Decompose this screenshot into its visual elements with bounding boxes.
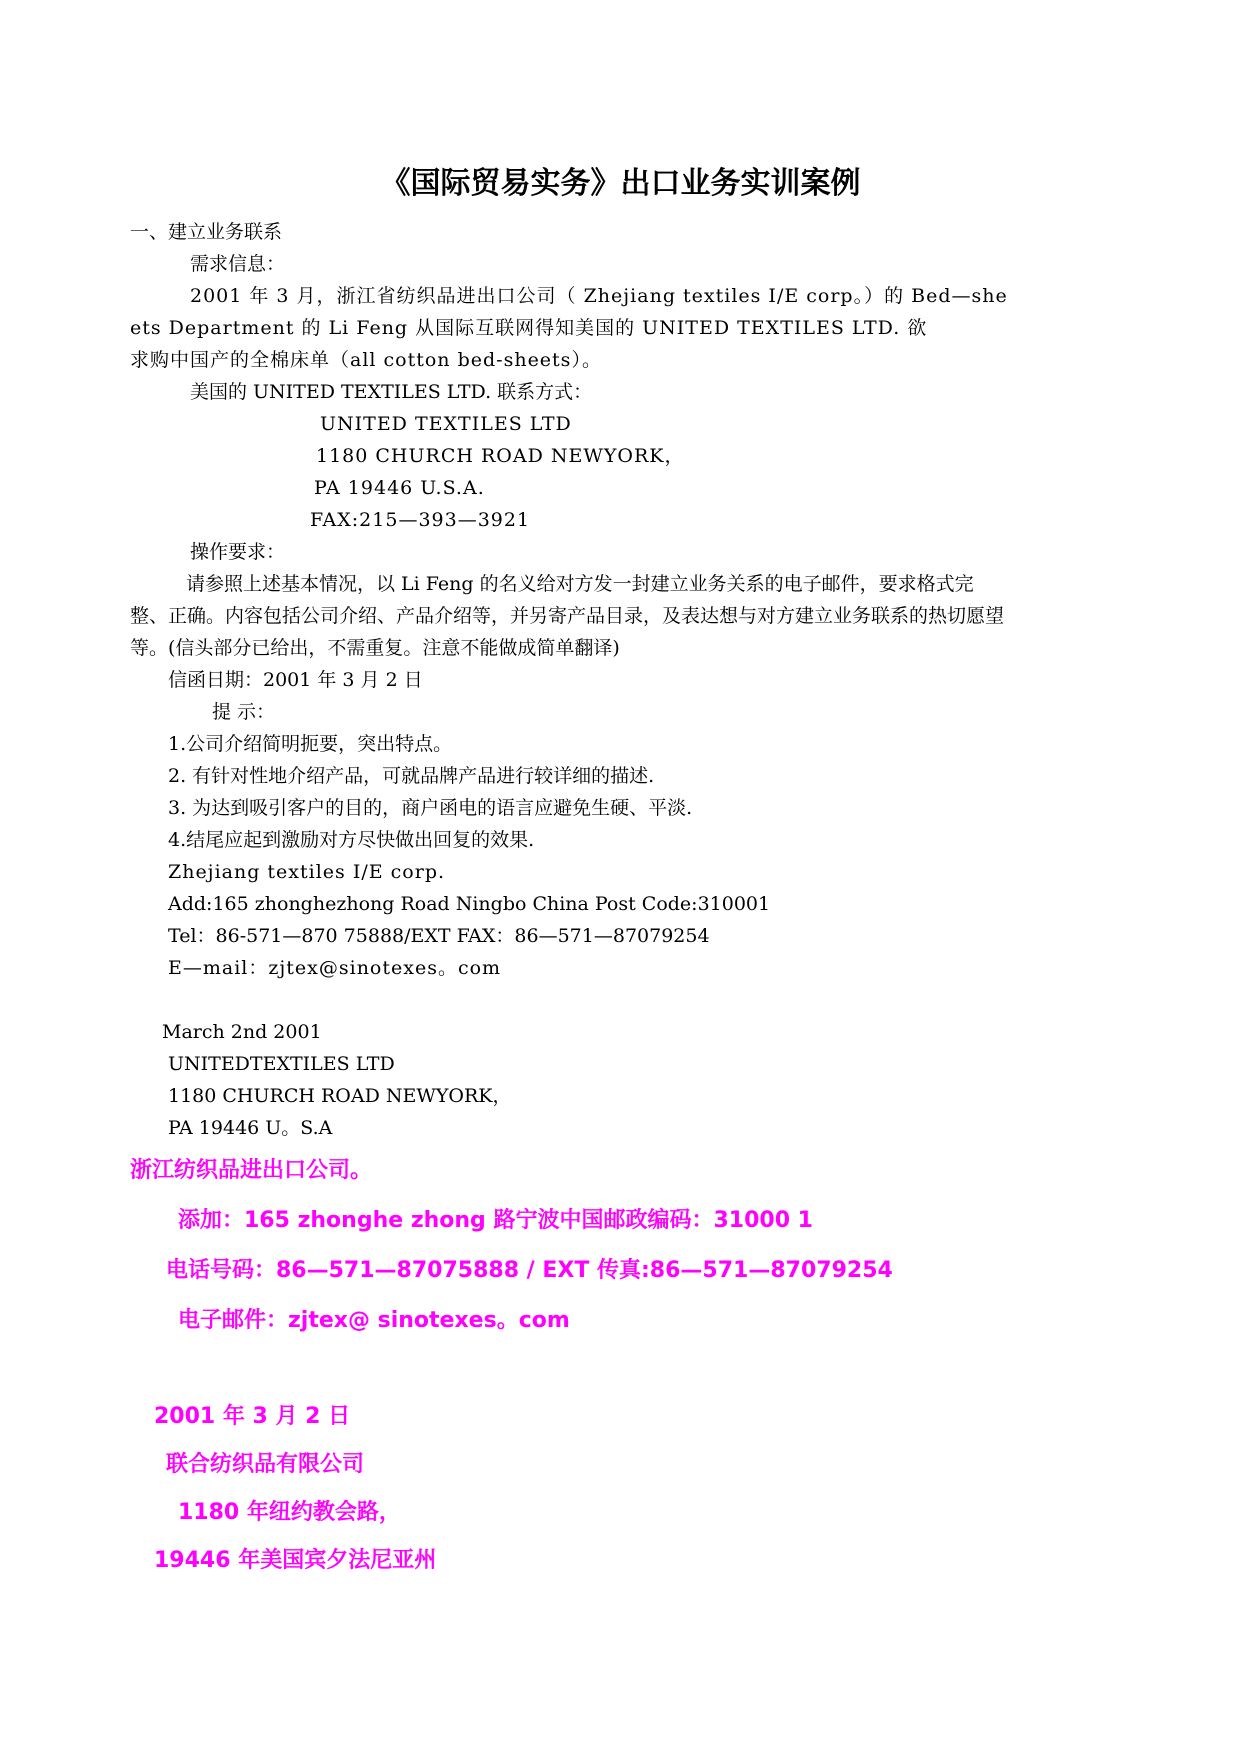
translation-company: 浙江纺织品进出口公司。 — [130, 1158, 373, 1183]
letter-date: 信函日期：2001 年 3 月 2 日 — [168, 669, 423, 691]
hint-item: 4.结尾应起到激励对方尽快做出回复的效果. — [168, 829, 535, 851]
ops-paragraph-line: 整、正确。内容包括公司介绍、产品介绍等，并另寄产品目录，及表达想与对方建立业务联系的热切愿望 — [130, 605, 1005, 627]
recipient-line: PA 19446 U。S.A — [168, 1117, 333, 1139]
document-title: 《国际贸易实务》出口业务实训案例 — [380, 166, 861, 201]
hint-label: 提 示： — [212, 701, 276, 723]
sender-line: Tel：86-571—870 75888/EXT FAX：86—571—87079254 — [168, 925, 710, 947]
recipient-line: UNITEDTEXTILES LTD — [168, 1053, 395, 1075]
ops-paragraph-line: 请参照上述基本情况，以 Li Feng 的名义给对方发一封建立业务关系的电子邮件，要求格式完 — [186, 573, 974, 595]
paragraph-line: 求购中国产的全棉床单（all cotton bed-sheets）。 — [130, 349, 602, 371]
translation-tel: 电话号码：86—571—87075888 / EXT 传真:86—571—87079254 — [166, 1258, 893, 1283]
contact-line: 1180 CHURCH ROAD NEWYORK， — [316, 445, 685, 467]
recipient-line: March 2nd 2001 — [162, 1021, 322, 1043]
sender-line: Zhejiang textiles I/E corp. — [168, 861, 446, 883]
translation-date: 2001 年 3 月 2 日 — [154, 1404, 351, 1429]
ops-label: 操作要求： — [190, 541, 286, 563]
recipient-line: 1180 CHURCH ROAD NEWYORK， — [168, 1085, 512, 1107]
translation-state: 19446 年美国宾夕法尼亚州 — [154, 1548, 437, 1573]
hint-item: 2. 有针对性地介绍产品，可就品牌产品进行较详细的描述. — [168, 765, 655, 787]
translation-address: 添加：165 zhonghe zhong 路宁波中国邮政编码：31000 1 — [178, 1208, 813, 1233]
translation-road: 1180 年纽约教会路， — [178, 1500, 401, 1525]
translation-email: 电子邮件：zjtex@ sinotexes。com — [178, 1308, 570, 1333]
sender-line: E—mail：zjtex@sinotexes。com — [168, 957, 502, 979]
paragraph-line: ets Department 的 Li Feng 从国际互联网得知美国的 UNITED TEXTILES LTD. 欲 — [130, 317, 928, 339]
section-heading: 一、建立业务联系 — [130, 221, 283, 243]
hint-item: 1.公司介绍简明扼要，突出特点。 — [168, 733, 453, 755]
paragraph-line: 2001 年 3 月，浙江省纺织品进出口公司（ Zhejiang textiles I/E corp。）的 Bed—she — [190, 285, 1008, 307]
translation-recipient: 联合纺织品有限公司 — [166, 1452, 365, 1477]
contact-intro: 美国的 UNITED TEXTILES LTD. 联系方式： — [190, 381, 593, 403]
sender-line: Add:165 zhonghezhong Road Ningbo China Post Code:310001 — [168, 893, 771, 915]
hint-item: 3. 为达到吸引客户的目的，商户函电的语言应避免生硬、平淡. — [168, 797, 693, 819]
contact-line: FAX:215—393—3921 — [310, 509, 531, 531]
contact-line: UNITED TEXTILES LTD — [320, 413, 572, 435]
needs-label: 需求信息： — [190, 253, 286, 275]
contact-line: PA 19446 U.S.A. — [314, 477, 485, 499]
ops-paragraph-line: 等。(信头部分已给出，不需重复。注意不能做成简单翻译) — [130, 637, 620, 659]
